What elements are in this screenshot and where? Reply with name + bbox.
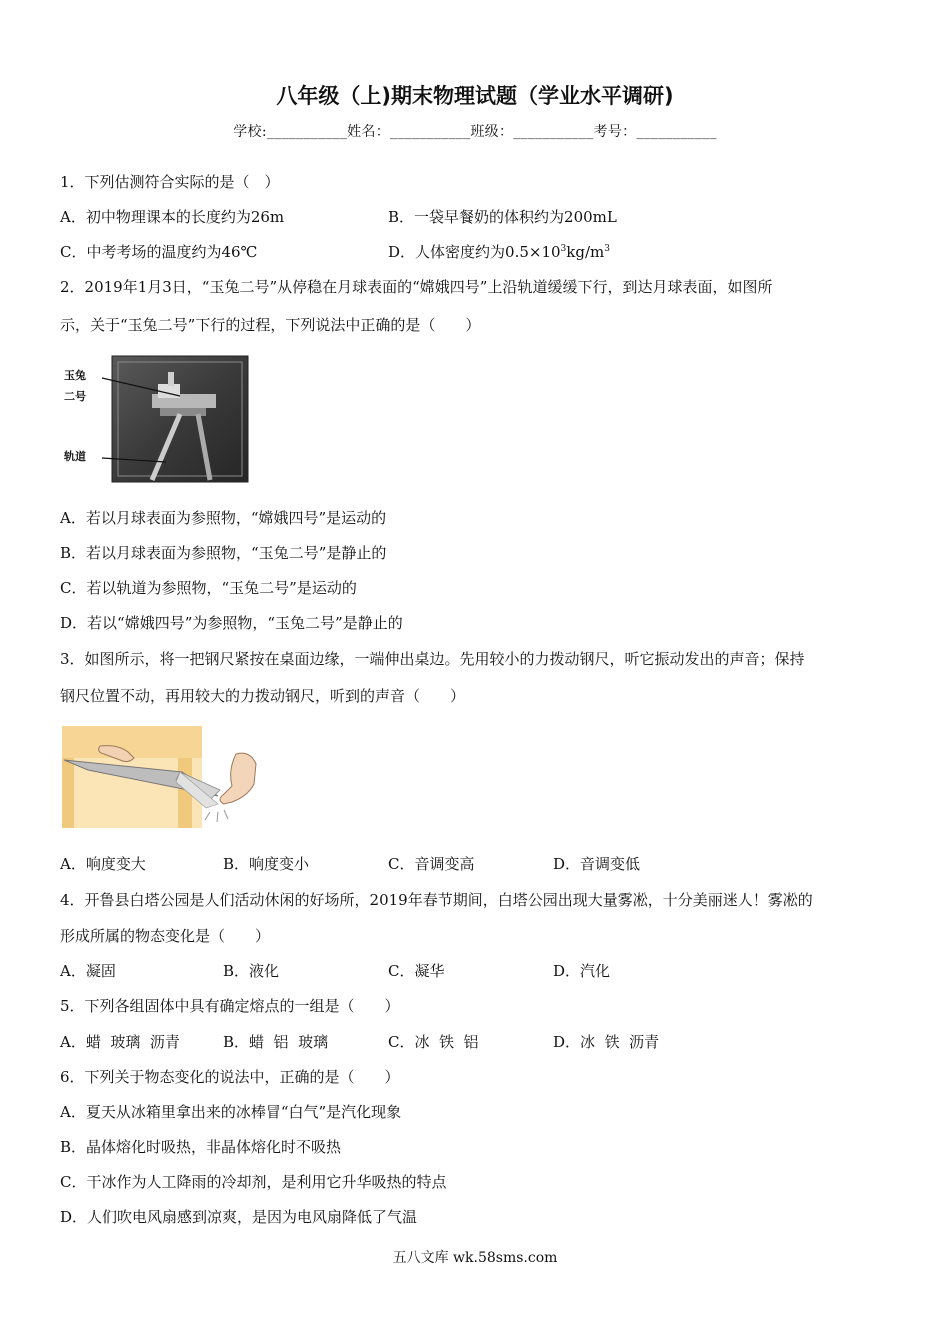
q4-option-c: C．凝华	[388, 962, 445, 980]
q4-stem-line1: 4．开鲁县白塔公园是人们活动休闲的好场所，2019年春节期间，白塔公园出现大量雾凇，十分美丽迷人！雾凇的	[60, 891, 813, 909]
q3-option-c: C．音调变高	[388, 855, 475, 873]
student-info-line: 学校:___________姓名：___________班级：___________考号：___________	[233, 124, 717, 140]
q1-stem: 1．下列估测符合实际的是（ ）	[60, 173, 280, 191]
q5-stem: 5．下列各组固体中具有确定熔点的一组是（ ）	[60, 997, 400, 1015]
q3-option-d: D．音调变低	[553, 855, 641, 873]
q6-option-a: A．夏天从冰箱里拿出来的冰棒冒“白气”是汽化现象	[60, 1103, 402, 1121]
q3-option-a: A．响度变大	[60, 855, 146, 873]
yutu-rover-figure	[60, 354, 250, 484]
q3-option-b: B．响度变小	[223, 855, 310, 873]
page-title: 八年级（上)期末物理试题（学业水平调研)	[276, 84, 674, 108]
q5-option-b: B．蜡 铝 玻璃	[223, 1033, 329, 1051]
q2-option-d: D．若以“嫦娥四号”为参照物，“玉兔二号”是静止的	[60, 614, 403, 632]
q5-option-c: C．冰 铁 铝	[388, 1033, 479, 1051]
q2-option-a: A．若以月球表面为参照物，“嫦娥四号”是运动的	[60, 509, 387, 527]
q1-option-c: C．中考考场的温度约为46℃	[60, 243, 258, 261]
figure-label-yutu-1: 玉兔	[64, 369, 86, 382]
q3-stem-line1: 3．如图所示，将一把钢尺紧按在桌面边缘，一端伸出桌边。先用较小的力拨动钢尺，听它振动发出的声音；保持	[60, 650, 805, 668]
q5-option-a: A．蜡 玻璃 沥青	[60, 1033, 180, 1051]
page-footer: 五八文库 wk.58sms.com	[392, 1250, 558, 1266]
ruler-on-table-figure	[60, 724, 265, 830]
q2-stem-line2: 示，关于“玉兔二号”下行的过程，下列说法中正确的是（ ）	[60, 316, 481, 334]
q2-stem-line1: 2．2019年1月3日，“玉兔二号”从停稳在月球表面的“嫦娥四号”上沿轨道缓缓下行，到达月球表面，如图所	[60, 278, 773, 296]
q4-option-d: D．汽化	[553, 962, 611, 980]
q4-stem-line2: 形成所属的物态变化是（ ）	[60, 927, 271, 945]
q6-option-c: C．干冰作为人工降雨的冷却剂，是利用它升华吸热的特点	[60, 1173, 447, 1191]
q6-option-d: D．人们吹电风扇感到凉爽，是因为电风扇降低了气温	[60, 1208, 418, 1226]
q4-option-a: A．凝固	[60, 962, 116, 980]
q1-option-b: B．一袋早餐奶的体积约为200mL	[388, 208, 617, 226]
q4-option-b: B．液化	[223, 962, 280, 980]
q1-option-a: A．初中物理课本的长度约为26m	[60, 208, 285, 226]
figure-label-yutu-2: 二号	[64, 390, 86, 403]
q6-stem: 6．下列关于物态变化的说法中，正确的是（ ）	[60, 1068, 400, 1086]
q2-option-c: C．若以轨道为参照物，“玉兔二号”是运动的	[60, 579, 357, 597]
q6-option-b: B．晶体熔化时吸热，非晶体熔化时不吸热	[60, 1138, 342, 1156]
q5-option-d: D．冰 铁 沥青	[553, 1033, 660, 1051]
q3-stem-line2: 钢尺位置不动，再用较大的力拨动钢尺，听到的声音（ ）	[60, 687, 466, 705]
q1-option-d: D．人体密度约为$0.5\times 10^3kg/m^3$	[388, 243, 610, 261]
q2-option-b: B．若以月球表面为参照物，“玉兔二号”是静止的	[60, 544, 387, 562]
figure-label-track: 轨道	[64, 450, 86, 463]
